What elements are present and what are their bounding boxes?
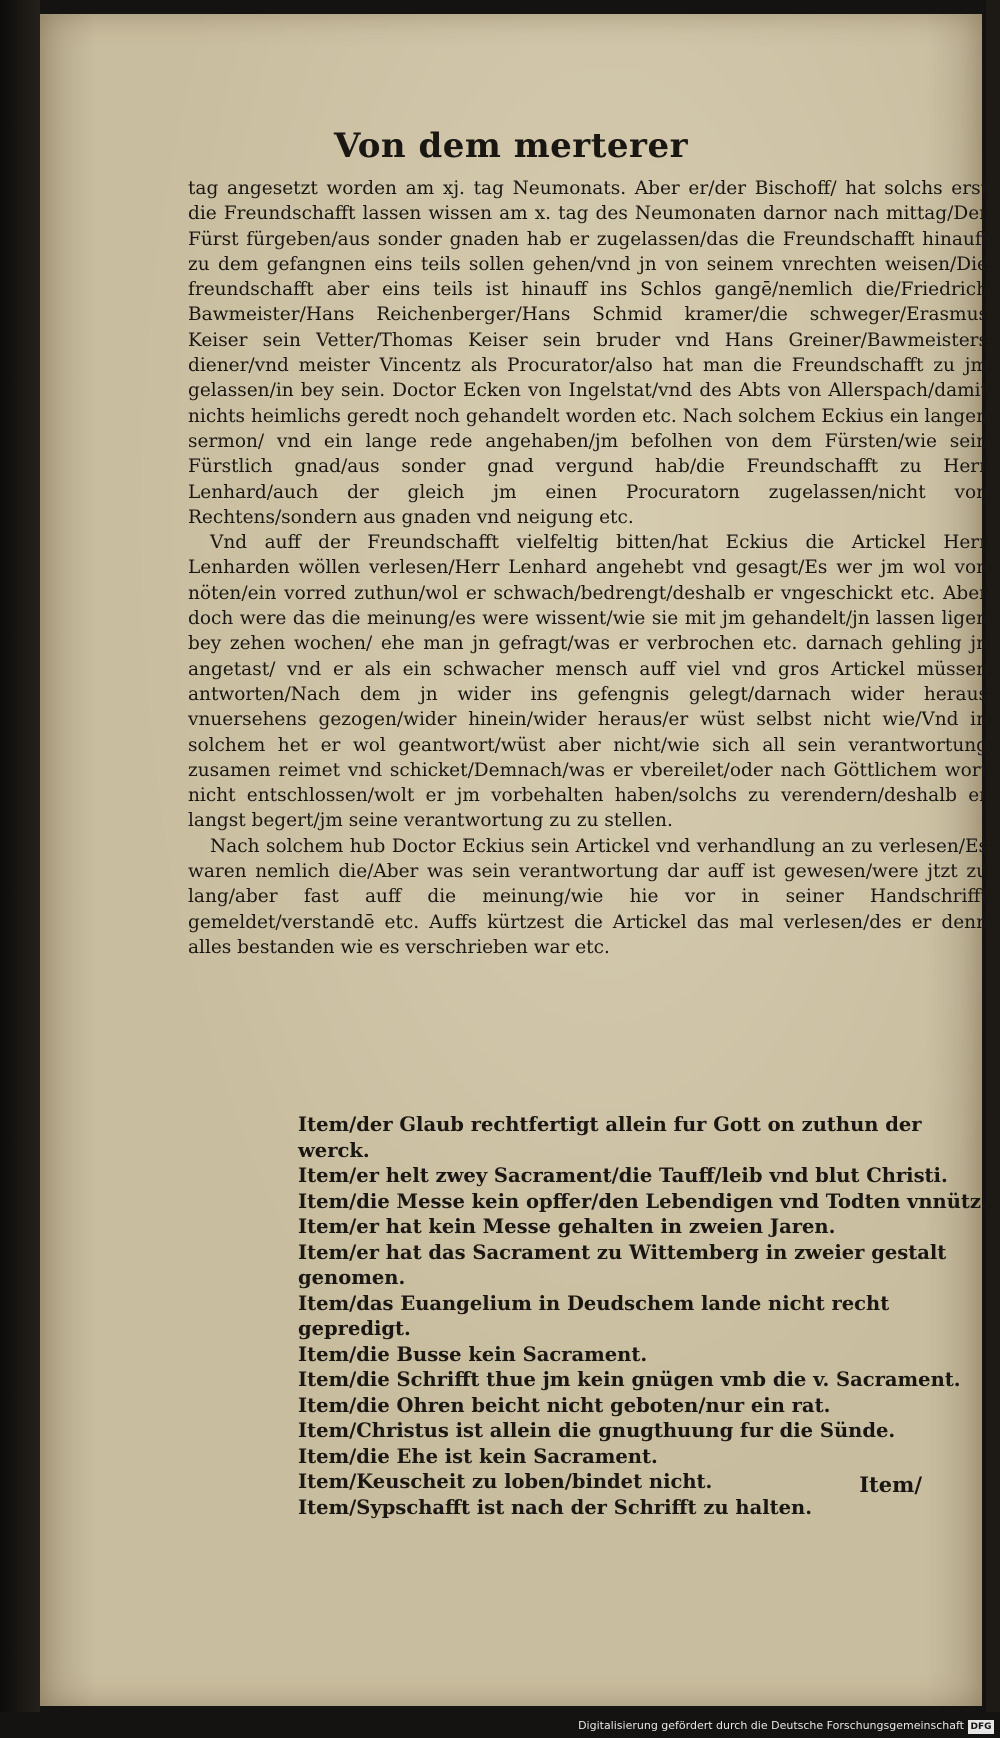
article-item: Item/das Euangelium in Deudschem lande nicht recht gepredigt.: [298, 1291, 890, 1340]
scan-gutter-left: [0, 0, 40, 1712]
article-item: Item/der Glaub rechtfertigt allein fur Gott on zuthun der werck.: [298, 1113, 922, 1162]
article-item: Item/er helt zwey Sacrament/die Tauff/leib vnd blut Christi.: [298, 1164, 948, 1187]
article-item: Item/die Busse kein Sacrament.: [298, 1342, 648, 1366]
paragraph-2: Vnd auff der Freundschafft vielfeltig bitten/hat Eckius die Artickel Herr Lenharden wöllen verlesen/Herr Lenhard angehebt vnd gesagt/Es wer jm wol von nöten/ein vorred zuthun/wol er schwach/bedrengt/deshalb er vngeschickt etc. Aber doch were das die meinung/es were wissent/wie sie mit jm gehandelt/jn lassen ligen bey zehen wochen/ ehe man jn gefragt/was er verbrochen etc. darnach gehling jn angetast/ vnd er als ein schwacher mensch auff viel vnd gros Artickel müssen antworten/Nach dem jn wider ins gefengnis gelegt/darnach wider heraus vnuersehens gezogen/wider hinein/wider heraus/er wüst selbst nicht wie/Vnd in solchem het er wol geantwort/wüst aber nicht/wie sich all sein verantwortung zusamen reimet vnd schicket/Demnach/was er vbereilet/oder nach Göttlichem wort nicht entschlossen/wolt er jm vorbehalten haben/solchs zu verendern/deshalb er langst begert/jm seine verantwortung zu zu stellen.: [188, 532, 988, 832]
article-item: Item/Sypschafft ist nach der Schrifft zu halten.: [298, 1495, 812, 1519]
article-item: Item/er hat kein Messe gehalten in zweien Jaren.: [298, 1215, 836, 1238]
footer-credit: Digitalisierung gefördert durch die Deutsche Forschungsgemeinschaft: [578, 1719, 964, 1732]
body-text: [188, 176, 988, 960]
book-page: [40, 14, 988, 1706]
articles-list: [298, 1112, 998, 1520]
article-item: Item/die Ehe ist kein Sacrament.: [298, 1444, 658, 1468]
running-header: Von dem merterer: [333, 126, 689, 166]
footer-bar: [0, 1712, 1000, 1738]
article-item: Item/Christus ist allein die gnugthuung fur die Sünde.: [298, 1419, 896, 1442]
dfg-logo: DFG: [968, 1720, 994, 1734]
paragraph-1: tag angesetzt worden am xj. tag Neumonats. Aber er/der Bischoff/ hat solchs erst die Freundschafft lassen wissen am x. tag des Neumonaten darnor nach mittag/Der Fürst fürgeben/aus sonder gnaden hab er zugelassen/das die Freundschafft hinauff zu dem gefangnen eins teils sollen gehen/vnd jn von seinem vnrechten weisen/Die freundschafft aber eins teils ist hinauff ins Schlos gangē/nemlich die/Friedrich Bawmeister/Hans Reichenberger/Hans Schmid kramer/die schweger/Erasmus Keiser sein Vetter/Thomas Keiser sein bruder vnd Hans Greiner/Bawmeisters diener/vnd meister Vincentz als Procurator/also hat man die Freundschafft zu jm gelassen/in bey sein. Doctor Ecken von Ingelstat/vnd des Abts von Allerspach/damit nichts heimlichs geredt noch gehandelt worden etc. Nach solchem Eckius ein langen sermon/ vnd ein lange rede angehaben/jm befolhen von dem Fürsten/wie sein Fürstlich gnad/aus sonder gnad vergund hab/die Freundschafft zu Herr Lenhard/auch der gleich jm einen Procuratorn zugelassen/nicht von Rechtens/sondern aus gnaden vnd neigung etc.: [188, 178, 988, 528]
article-item: Item/die Ohren beicht nicht geboten/nur ein rat.: [298, 1393, 831, 1417]
catchword: Item/: [859, 1472, 922, 1497]
article-item: Item/die Schrifft thue jm kein gnügen vmb die v. Sacrament.: [298, 1368, 961, 1391]
article-item: Item/er hat das Sacrament zu Wittemberg in zweier gestalt genomen.: [298, 1240, 947, 1289]
paragraph-3: Nach solchem hub Doctor Eckius sein Artickel vnd verhandlung an zu verlesen/Es waren nemlich die/Aber was sein verantwortung dar auff ist gewesen/were jtzt zu lang/aber fast auff die meinung/wie hie vor in seiner Handschrifft gemeldet/verstandē etc. Auffs kürtzest die Artickel das mal verlesen/des er denn alles bestanden wie es verschrieben war etc.: [188, 835, 988, 958]
article-item: Item/die Messe kein opffer/den Lebendigen vnd Todten vnnütz.: [298, 1189, 988, 1213]
article-item: Item/Keuscheit zu loben/bindet nicht.: [298, 1470, 713, 1493]
